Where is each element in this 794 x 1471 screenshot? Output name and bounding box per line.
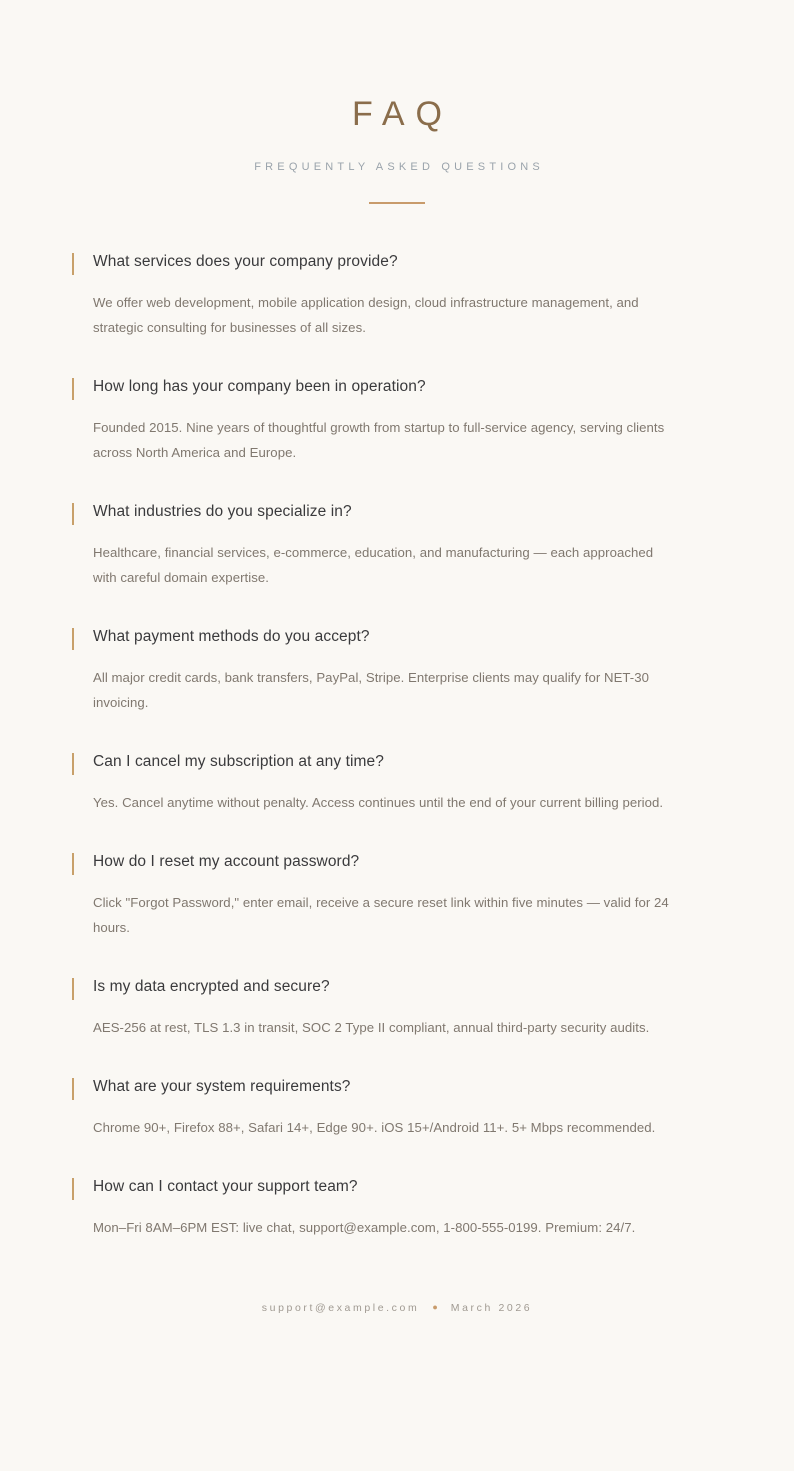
page-footer [0,1276,794,1314]
faq-question: What services does your company provide? [93,253,398,271]
faq-question: What are your system requirements? [93,1078,351,1096]
faq-question-row[interactable] [93,501,714,525]
faq-item [0,976,794,1040]
faq-item [0,376,794,465]
faq-question: Can I cancel my subscription at any time? [93,753,384,771]
faq-item [0,501,794,590]
faq-answer: AES-256 at rest, TLS 1.3 in transit, SOC 2 Type II compliant, annual third-party security audits. [93,1020,650,1036]
accent-bar-icon [72,853,74,875]
accent-bar-icon [72,628,74,650]
accent-bar-icon [72,1178,74,1200]
faq-item [0,1076,794,1140]
faq-question-row[interactable] [93,251,714,275]
faq-question: What industries do you specialize in? [93,503,352,521]
accent-bar-icon [72,978,74,1000]
faq-question-row[interactable] [93,376,714,400]
faq-answer: Chrome 90+, Firefox 88+, Safari 14+, Edge 90+. iOS 15+/Android 11+. 5+ Mbps recommended. [93,1120,656,1136]
faq-question: How can I contact your support team? [93,1178,358,1196]
page-header [0,0,794,204]
footer-date: March 2026 [450,1302,533,1315]
faq-question: What payment methods do you accept? [93,628,370,646]
faq-answer: We offer web development, mobile application design, cloud infrastructure management, and strategic consulting for businesses of all sizes. [93,295,639,336]
page-subtitle: FREQUENTLY ASKED QUESTIONS [254,161,544,174]
accent-bar-icon [72,378,74,400]
faq-answer: Founded 2015. Nine years of thoughtful growth from startup to full-service agency, serving clients across North America and Europe. [93,420,665,461]
faq-answer: Click "Forgot Password," enter email, receive a secure reset link within five minutes — valid for 24 hours. [93,895,669,936]
faq-question-row[interactable] [93,626,714,650]
footer-email[interactable]: support@example.com [261,1302,420,1315]
faq-answer: Yes. Cancel anytime without penalty. Access continues until the end of your current billing period. [93,795,664,811]
faq-question-row[interactable] [93,976,714,1000]
faq-answer: Healthcare, financial services, e-commerce, education, and manufacturing — each approached with careful domain expertise. [93,545,654,586]
faq-question-row[interactable] [93,1076,714,1100]
accent-bar-icon [72,753,74,775]
faq-item [0,626,794,715]
faq-item [0,1176,794,1240]
faq-item [0,751,794,815]
accent-bar-icon [72,253,74,275]
faq-question: Is my data encrypted and secure? [93,978,330,996]
faq-answer: Mon–Fri 8AM–6PM EST: live chat, support@example.com, 1-800-555-0199. Premium: 24/7. [93,1220,636,1236]
accent-bar-icon [72,503,74,525]
faq-answer: All major credit cards, bank transfers, PayPal, Stripe. Enterprise clients may qualify for NET-30 invoicing. [93,670,650,711]
faq-question-row[interactable] [93,851,714,875]
page-title: FAQ [351,95,454,133]
faq-question: How do I reset my account password? [93,853,360,871]
faq-question-row[interactable] [93,1176,714,1200]
faq-question-row[interactable] [93,751,714,775]
accent-bar-icon [72,1078,74,1100]
footer-separator-icon: ● [432,1302,438,1313]
faq-item [0,251,794,340]
faq-item [0,851,794,940]
faq-question: How long has your company been in operation? [93,378,426,396]
faq-list [0,204,794,1240]
